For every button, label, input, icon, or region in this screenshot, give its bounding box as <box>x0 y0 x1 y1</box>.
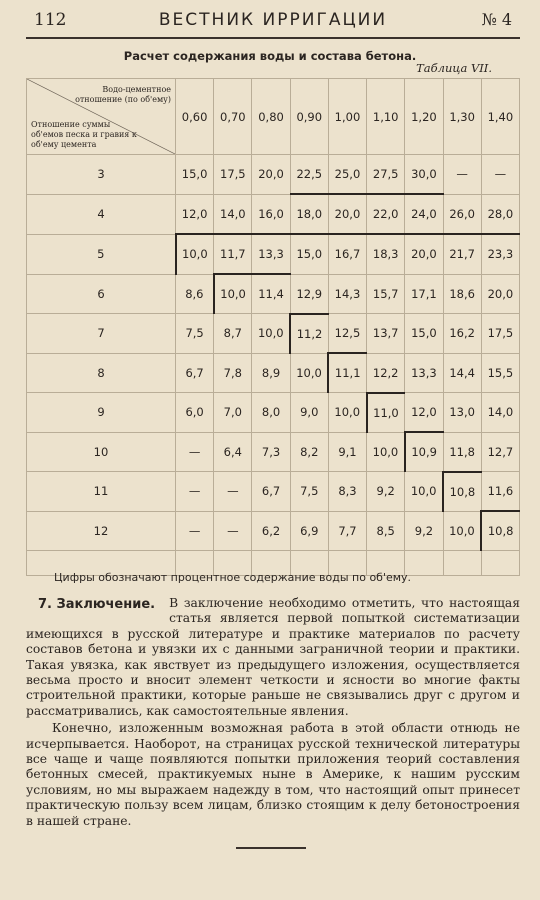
table-title: Расчет содержания воды и состава бетона. <box>123 49 417 63</box>
table-cell: — <box>214 511 252 551</box>
table-cell: — <box>214 472 252 512</box>
column-header: 0,60 <box>176 79 214 155</box>
table-cell: 16,0 <box>252 194 290 234</box>
data-table <box>26 78 520 576</box>
table-cell: 10,8 <box>443 472 481 512</box>
table-cell: 10,0 <box>290 353 328 393</box>
table-cell: 15,0 <box>176 155 214 195</box>
table-cell: 11,7 <box>214 234 252 274</box>
table-cell: 8,6 <box>176 274 214 314</box>
table-cell: 8,2 <box>290 432 328 472</box>
table-cell: 11,1 <box>328 353 366 393</box>
column-header: 0,90 <box>290 79 328 155</box>
table-row <box>27 155 520 195</box>
table-cell: 12,2 <box>367 353 405 393</box>
row-label: 4 <box>27 194 176 234</box>
table-row <box>27 353 520 393</box>
paragraph-1-text: В заключение необходимо отметить, что настоящая статья является первой попыткой систематизации имеющихся в русской литературе и практике материалов по расчету составов бетона и увязки их с данными заграничной теории и практики. Такая увязка, как явствует из предыдущего изложения, осуществляется весьма просто и вносит элемент четкости и ясности во многие факты строительной практики, которые раньше не связывались друг с другом и рассматривались, как самостоятельные явления. <box>26 596 520 718</box>
table-cell: 20,0 <box>252 155 290 195</box>
column-header: 1,40 <box>481 79 519 155</box>
row-label: 10 <box>27 432 176 472</box>
column-header: 0,80 <box>252 79 290 155</box>
table-cell: 6,9 <box>290 511 328 551</box>
table-row <box>27 393 520 433</box>
table-cell: 28,0 <box>481 194 519 234</box>
table-cell: 9,0 <box>290 393 328 433</box>
column-header: 1,00 <box>328 79 366 155</box>
table-cell: — <box>481 155 519 195</box>
page-number: 112 <box>34 10 67 30</box>
column-header: 1,30 <box>443 79 481 155</box>
table-cell: 8,7 <box>214 314 252 354</box>
paragraph-1 <box>26 596 520 719</box>
table-row <box>27 194 520 234</box>
table-cell: — <box>176 511 214 551</box>
table-cell: — <box>176 472 214 512</box>
table-note: Цифры обозначают процентное содержание воды по об'ему. <box>54 571 412 584</box>
table-cell: 9,2 <box>367 472 405 512</box>
table-cell: 6,0 <box>176 393 214 433</box>
table-cell: 12,7 <box>481 432 519 472</box>
table-cell: 6,2 <box>252 511 290 551</box>
table-cell: 10,0 <box>405 472 443 512</box>
column-header: 0,70 <box>214 79 252 155</box>
row-label: 5 <box>27 234 176 274</box>
row-label: 8 <box>27 353 176 393</box>
empty-cell <box>443 551 481 576</box>
table-cell: 18,0 <box>290 194 328 234</box>
column-header: 1,10 <box>367 79 405 155</box>
table-label: Таблица VII. <box>416 61 492 75</box>
row-label: 7 <box>27 314 176 354</box>
table-row <box>27 234 520 274</box>
table-cell: 21,7 <box>443 234 481 274</box>
table-cell: 18,3 <box>367 234 405 274</box>
table-cell: — <box>443 155 481 195</box>
table-cell: 7,0 <box>214 393 252 433</box>
table-cell: 7,3 <box>252 432 290 472</box>
table-row <box>27 472 520 512</box>
column-header: 1,20 <box>405 79 443 155</box>
table-cell: 7,5 <box>290 472 328 512</box>
table-cell: 22,5 <box>290 155 328 195</box>
table-cell: 14,0 <box>214 194 252 234</box>
table-cell: 17,5 <box>214 155 252 195</box>
table-cell: 14,0 <box>481 393 519 433</box>
table-cell: 15,7 <box>367 274 405 314</box>
table-cell: 20,0 <box>481 274 519 314</box>
table-cell: 9,1 <box>328 432 366 472</box>
row-label: 3 <box>27 155 176 195</box>
table-cell: 12,9 <box>290 274 328 314</box>
table-cell: 7,7 <box>328 511 366 551</box>
table-cell: 7,5 <box>176 314 214 354</box>
table-row <box>27 274 520 314</box>
table-cell: 26,0 <box>443 194 481 234</box>
table-cell: 27,5 <box>367 155 405 195</box>
table-cell: 10,0 <box>367 432 405 472</box>
table-cell: 9,2 <box>405 511 443 551</box>
table-cell: 10,0 <box>214 274 252 314</box>
table-cell: 15,0 <box>290 234 328 274</box>
table-cell: 18,6 <box>443 274 481 314</box>
table-cell: 30,0 <box>405 155 443 195</box>
table-cell: 12,0 <box>176 194 214 234</box>
table-cell: 17,5 <box>481 314 519 354</box>
header-rule <box>26 37 520 39</box>
table-corner-cell <box>27 79 176 155</box>
corner-bottom-label: Отношение суммы об'емов песка и гравия к об'ему цемента <box>31 120 137 149</box>
table-cell: 25,0 <box>328 155 366 195</box>
table-cell: 23,3 <box>481 234 519 274</box>
table-cell: 24,0 <box>405 194 443 234</box>
table-cell: 13,3 <box>405 353 443 393</box>
table-cell: 8,5 <box>367 511 405 551</box>
table-cell: 10,0 <box>328 393 366 433</box>
table-row <box>27 432 520 472</box>
table-cell: 10,8 <box>481 511 519 551</box>
row-label: 11 <box>27 472 176 512</box>
table-cell: 8,3 <box>328 472 366 512</box>
table-cell: 8,0 <box>252 393 290 433</box>
table-cell: 22,0 <box>367 194 405 234</box>
table-cell: 13,3 <box>252 234 290 274</box>
table-cell: 10,0 <box>443 511 481 551</box>
table-cell: 11,0 <box>367 393 405 433</box>
table-cell: 14,3 <box>328 274 366 314</box>
row-label: 12 <box>27 511 176 551</box>
page-header <box>34 10 512 34</box>
corner-top-label: Водо-цементное отношение (по об'ему) <box>75 85 171 104</box>
section-body <box>26 596 520 829</box>
issue-number: № 4 <box>481 10 512 29</box>
table-cell: 13,0 <box>443 393 481 433</box>
table-cell: 12,0 <box>405 393 443 433</box>
table-cell: 15,0 <box>405 314 443 354</box>
table-cell: 13,7 <box>367 314 405 354</box>
table-cell: 11,2 <box>290 314 328 354</box>
section-heading: 7. Заключение. <box>38 597 156 612</box>
table-cell: 16,7 <box>328 234 366 274</box>
row-label: 6 <box>27 274 176 314</box>
table-cell: 6,4 <box>214 432 252 472</box>
table-cell: 10,0 <box>252 314 290 354</box>
table-cell: 11,8 <box>443 432 481 472</box>
end-rule <box>236 847 306 849</box>
table-cell: 17,1 <box>405 274 443 314</box>
table-cell: — <box>176 432 214 472</box>
row-label: 9 <box>27 393 176 433</box>
table-header-row <box>27 79 520 155</box>
table-cell: 10,9 <box>405 432 443 472</box>
table-cell: 12,5 <box>328 314 366 354</box>
empty-cell <box>481 551 519 576</box>
table-cell: 16,2 <box>443 314 481 354</box>
table-cell: 11,6 <box>481 472 519 512</box>
table-row <box>27 314 520 354</box>
table-cell: 8,9 <box>252 353 290 393</box>
table-cell: 10,0 <box>176 234 214 274</box>
table-cell: 6,7 <box>176 353 214 393</box>
table-cell: 14,4 <box>443 353 481 393</box>
table-cell: 11,4 <box>252 274 290 314</box>
journal-title: ВЕСТНИК ИРРИГАЦИИ <box>158 10 388 30</box>
table-row <box>27 511 520 551</box>
table-cell: 15,5 <box>481 353 519 393</box>
diagonal-header <box>27 79 175 154</box>
table-cell: 20,0 <box>405 234 443 274</box>
paragraph-2: Конечно, изложенным возможная работа в этой области отнюдь не исчерпывается. Наоборот, на страницах русской технической литературы все чаще и чаще появляются попытки приложения теорий составления бетонных смесей, практикуемых ныне в Америке, к нашим русским условиям, но мы выражаем надежду в том, что настоящий опыт принесет практическую пользу всем лицам, близко стоящим к делу бетоностроения в нашей стране. <box>26 721 520 828</box>
table-cell: 20,0 <box>328 194 366 234</box>
table-cell: 6,7 <box>252 472 290 512</box>
table-cell: 7,8 <box>214 353 252 393</box>
